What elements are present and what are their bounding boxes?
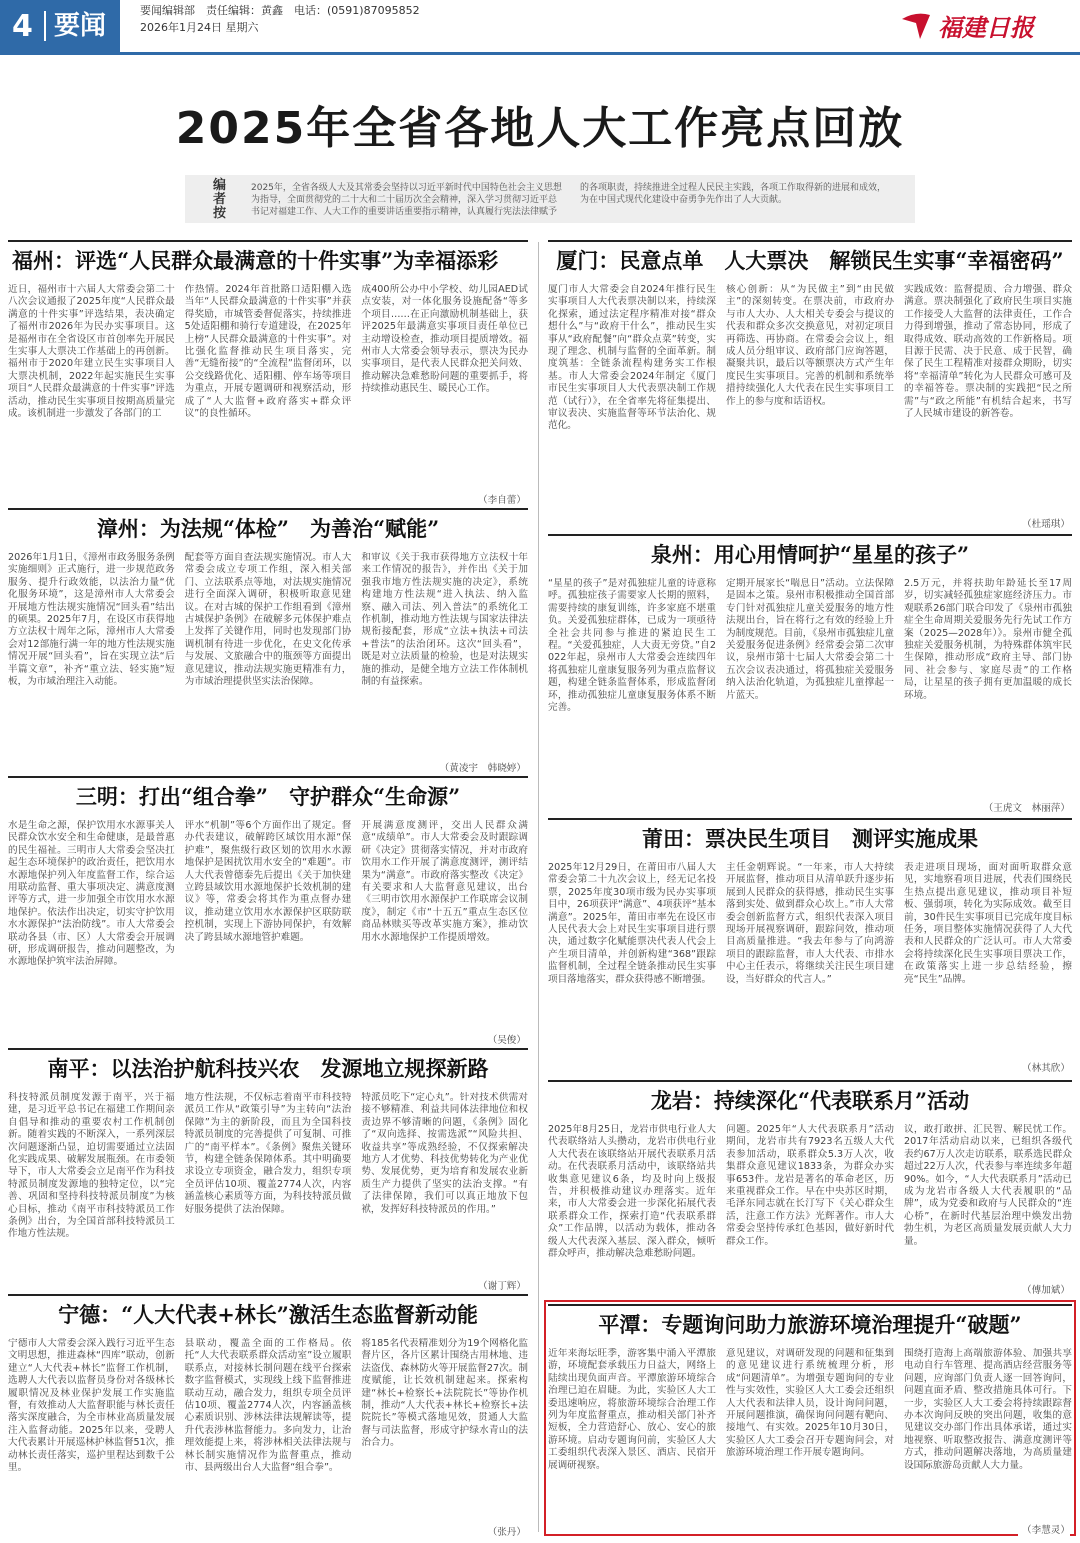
article-byline: （傅加斌） (1018, 1282, 1070, 1296)
article-xiamen (548, 240, 1072, 530)
page-number-block (0, 0, 120, 52)
editor-note (185, 175, 915, 223)
article-fuzhou (8, 240, 529, 506)
page-number: 4 (12, 8, 33, 44)
article-text: 开展满意度测评，交出人民群众满意“成绩单”。市人大常委会及时跟踪调研《决定》贯彻落实情况，并对市政府饮用水工作开展了满意度测评，测评结果为“满意”。市政府落实整改《决定》有关要求和人大监督意见建议，出台《三明市饮用水源保护工作联席会议制度》，制定《市“十五五”重点生态区位商品林赎买等改革实施方案》，推动饮用水水源地保护工作提质增效。 (361, 820, 529, 943)
article-text: 议，敢打敢拼、汇民智、解民忧工作。2017年活动启动以来，已组织各级代表约67万人次走访联系，联系选民群众超过22万人次，代表参与率连续多年超90%。如今，“人大代表联系月”活动已成为龙岩市各级人大代表履职的“品牌”，成为党委和政府与人民群众的“连心桥”，在新时代基层治理中焕发出勃勃生机，为老区高质量发展贡献人大力量。 (904, 1124, 1072, 1247)
logo-text: 福建日报 (938, 12, 1034, 42)
article-byline: （林其欣） (1018, 1060, 1070, 1074)
article-byline: （吴俊） (484, 1032, 526, 1046)
article-text: 和审议《关于我市获得地方立法权十年来工作情况的报告》，并作出《关于加强我市地方性法规实施的决定》，系统构建地方性法规“进入执法、纳入监察、融入司法、列入普法”的系统化工作机制，推动地方性法规与国家法律法规衔接配套，形成“立法+执法+司法+普法”的法治闭环。这次“回头看”，既是对立法质量的检验，也是对法规实施的推动，是健全地方立法工作体制机制的有益探索。 (361, 552, 529, 688)
article-byline: （王虎文 林丽萍） (980, 800, 1070, 814)
article-text: 近日，福州市十六届人大常委会第二十八次会议通报了2025年度“人民群众最满意的十件实事”评选结果，表决确定了福州市2026年为民办实事项目。这是福州市在全省设区市首创率先开展民生实事人大票决工作基础上的再创新。福州市于2020年建立民生实事项目人大票决机制，2022年起实施民生实事项目“人民群众最满意的十件实事”评选活动，推动民生实事项目按期高质量完成。该机制进一步激发了各部门的工 (8, 284, 175, 420)
article-text: 地方性法规，不仅标志着南平市科技特派员工作从“政策引导”为主转向“法治保障”为主的新阶段，而且为全国科技特派员制度的完善提供了可复制、可推广的“南平样本”。《条例》聚焦关键环节，构建全链条保障体系。其中明确要求设立专项资金，融合发力，组织专项全员评估10项、覆盖2774人次，内容涵盖核心素质等方面，为科技特派员做好服务提供了法治保障。 (184, 1092, 352, 1215)
masthead-rule (0, 52, 1080, 55)
logo-swoosh-icon (900, 9, 932, 41)
article-text: 水是生命之源，保护饮用水水源事关人民群众饮水安全和生命健康，是最普惠的民生福祉。三明市人大常委会坚决扛起生态环境保护的政治责任，把饮用水水源地保护列入年度监督工作，综合运用联动监督、重大事项决定、满意度测评等方式，进一步加强全市饮用水水源地保护。依法作出决定，切实守护饮用水水源保护“法治防线”。市人大常委会联动各县（市、区）人大常委会开展调研，形成调研报告，推动问题整改，为水源地保护筑牢法治屏障。 (8, 820, 175, 968)
section-name: 要闻 (44, 11, 106, 41)
article-byline: （谢丁辉） (474, 1278, 526, 1292)
newspaper-logo (900, 4, 1070, 46)
article-text: 表走进项目现场，面对面听取群众意见，实地察看项目进展，代表们围绕民生热点提出意见建议，推动项目补短板、强弱项，转化为实际成效。截至目前，30件民生实事项目已完成年度目标任务，项目整体实施情况获得了人大代表和人民群众的广泛认可。市人大常委会将持续深化民生实事项目票决工作，在政策落实上进一步总结经验，擦亮“民生”品牌。 (904, 862, 1072, 985)
article-byline: （黄凌宇 韩晓婷） (436, 760, 526, 774)
article-text: 评水“机制”等6个方面作出了规定。督办代表建议，破解跨区域饮用水源“保护难”，聚焦级行政区划的饮用水水源地保护是困扰饮用水安全的“难题”。市人大代表曾德泰先后提出《关于加快建立跨县域饮用水源地保护长效机制的建议》等，常委会将其作为重点督办建议，推动建立饮用水水源保护区联防联控机制，实现上下游协同保护，有效解决了跨县域水源地管护难题。 (184, 820, 352, 943)
article-nanping (8, 1048, 529, 1292)
article-text: 2026年1月1日，《漳州市政务服务条例实施细则》正式施行，进一步规范政务服务、提升行政效能，以法治力量“优化服务环境”，这是漳州市人大常委会开展地方性法规实施情况“回头看”结出的硕果。2025年7月，在设区市获得地方立法权十周年之际，漳州市人大常委会对12部施行满一年的地方性法规实施情况开展“回头看”，旨在实现立法“后半篇文章”，补齐“重立法、轻实施”短板，为市域治理注入动能。 (8, 552, 175, 688)
article-title: 厦门：民意点单 人大票决 解锁民生实事“幸福密码” (548, 240, 1072, 280)
article-zhangzhou (8, 508, 529, 774)
article-text: 主任金朝辉说。“一年来，市人大持续开展监督，推动项目从清单跃升逐步拓展到人民群众的获得感，推动民生实事落到实处、做到群众心坎上。”市人大常委会创新监督方式，组织代表深入项目现场开展视察调研，跟踪问效，推动项目高质量推进。“我去年参与了向鸿游项目的跟踪监督，市人大代表、市排水中心主任表示，将继续关注民生项目建设，当好群众的代言人。” (726, 862, 894, 985)
article-title: 三明：打出“组合拳” 守护群众“生命源” (8, 776, 528, 816)
article-text: 成400所公办中小学校、幼儿园AED试点安装，对一体化服务设施配备“等多个项目……在正向激励机制基础上，获评2025年最满意实事项目责任单位已主动增设检查，推动项目提质增效。福州市人大常委会领导表示，票决为民办实事项目，是代表人民群众把关问效、推动解决急难愁盼问题的重要抓手，将持续推动惠民生、暖民心工作。 (361, 284, 529, 395)
article-byline: （张丹） (484, 1524, 526, 1538)
article-byline: （李慧灵） (1018, 1522, 1070, 1536)
article-byline: （李自蕾） (474, 492, 526, 506)
article-text: 2025年8月25日，龙岩市供电行业人大代表联络站人头攒动，龙岩市供电行业人大代表在该联络站开展代表联系月活动。在代表联系月活动中，该联络站共收集意见建议6条，均及时向上级报告，并积极推动建议办理落实。近年来，市人大常委会进一步深化拓展代表联系群众工作，探索打造“代表联系群众”工作品牌，以活动为载体，推动各级人大代表深入基层、深入群众，倾听群众呼声，推动解决急难愁盼问题。 (548, 1124, 716, 1260)
article-putian (548, 818, 1072, 1074)
issue-date: 2026年1月24日 星期六 (140, 21, 259, 34)
article-text: 配套等方面自查法规实施情况。市人大常委会成立专项工作组，深入相关部门、立法联系点等地，对法规实施情况进行全面深入调研，积极听取意见建议。在对古城的保护工作组看到《漳州古城保护条例》在破解多元体保护难点上发挥了关键作用，同时也发现部门协调机制有待进一步优化，在史文化传承与发展、文旅融合中的瓶颈等方面提出意见建议，推动法规实施更精准有力，为市域治理提供坚实法治保障。 (184, 552, 352, 688)
article-title: 南平：以法治护航科技兴农 发源地立规探新路 (8, 1048, 528, 1088)
article-text: 意见建议，对调研发现的问题和征集到的意见建议进行系统梳理分析，形成“问题清单”。为增强专题询问的专业性与实效性，实验区人大工委会还组织人大代表和法律人员，设计询问问题，开展问题推演，确保询问问题有靶向、接地气、有实效。2025年10月30日，实验区人大工委会召开专题询问会，对旅游环境治理工作开展专题询问。 (726, 1348, 894, 1459)
article-title: 泉州：用心用情呵护“星星的孩子” (548, 534, 1072, 574)
article-text: 县联动，覆盖全面的工作格局。依托“人大代表联系群众活动室”设立履职联系点，对接林长制问题在线平台探索数字监督模式，实现线上线下监督推进联动互动，融合发力，组织专项全员评估10项、覆盖2774人次，内容涵盖核心素质识别、涉林法律法规解读等，提升代表涉林监督能力。多向发力，让治理效能提上来，将涉林相关法律法规与林长制实施情况作为监督重点，推动市、县两级出台人大监督“组合拳”。 (184, 1338, 352, 1474)
article-title: 福州：评选“人民群众最满意的十件实事”为幸福添彩 (8, 240, 528, 280)
article-title: 平潭：专题询问助力旅游环境治理提升“破题” (548, 1304, 1072, 1344)
article-text: 近年来海坛旺季，游客集中涌入平潭旅游，环境配套承载压力日益大，网络上陆续出现负面声音。平潭旅游环境综合治理已迫在眉睫。为此，实验区人大工委迅速响应，将旅游环境综合治理工作列为年度监督重点，推动相关部门补齐短板，全力营造舒心、放心、安心的旅游环境。启动专题询问前，实验区人大工委组织代表深入景区、酒店、民宿开展调研视察。 (548, 1348, 716, 1471)
article-text: 问题。2025年“人大代表联系月”活动期间，龙岩市共有7923名五级人大代表参加活动，联系群众5.3万人次，收集群众意见建议1833条，为群众办实事653件。龙岩是著名的革命老区，历来重视群众工作。早在中央苏区时期，毛泽东同志就在长汀写下《关心群众生活，注意工作方法》光辉著作。市人大常委会坚持传承红色基因，做好新时代群众工作。 (726, 1124, 894, 1247)
article-longyan (548, 1080, 1072, 1296)
article-title: 莆田：票决民生项目 测评实施成果 (548, 818, 1072, 858)
page-headline: 2025年全省各地人大工作亮点回放 (175, 103, 905, 154)
editor-note-label: 编者按 (213, 178, 227, 221)
editor-note-text: 2025年，全省各级人大及其常委会坚持以习近平新时代中国特色社会主义思想为指导，全面贯彻党的二十大和二十届历次全会精神，深入学习贯彻习近平总书记对福建工作、人大工作的重要讲话重要指示精神，认真履行宪法法律赋予的各项职责，持续推进全过程人民民主实践，各项工作取得新的进展和成效，为在中国式现代化建设中奋勇争先作出了人大贡献。 (251, 183, 887, 217)
article-text: “星星的孩子”是对孤独症儿童的诗意称呼。孤独症孩子需要家人长期的照料，需要持续的康复训练，许多家庭不堪重负。关爱孤独症群体，已成为一项亟待全社会共同参与推进的紧迫民生工程。“关爱孤独症，人大责无旁贷。”自2022年起，泉州市人大常委会连续四年将孤独症儿童康复服务列为重点监督议题，构建全链条监督体系，形成监督闭环，推动孤独症儿童康复服务体系不断完善。 (548, 578, 716, 714)
editor-info: 要闻编辑部 责任编辑：黄鑫 电话：(0591)87095852 (140, 4, 420, 17)
article-text: 实践成效：监督提质、合力增强、群众满意。票决制强化了政府民生项目实施工作接受人大监督的法律责任，工作合力得到增强，推动了常态协同，形成了取得成效、联动高效的工作新格局。项目源于民需、决于民意、成于民智，确保了民生工程精准对接群众期盼，切实将“幸福清单”转化为人民群众可感可及的幸福答卷。票决制的实践把“民之所需”与“政之所能”有机结合起来，书写了人民城市建设的新答卷。 (904, 284, 1072, 420)
column-divider (538, 242, 539, 1532)
article-ningde (8, 1294, 529, 1538)
article-text: 作热情。2024年首批路口适阳棚入选当年“人民群众最满意的十件实事”并获得奖励，市城管委督促落实，持续推进5处适阳棚和骑行专道建设，在2025年上榜“人民群众最满意的十件实事”。对比强化监督推动民生项目落实，完善“无缝衔接”的“全流程”监督闭环，以公交线路优化、适阳棚、停车场等项目为重点，开展专题调研和视察活动，形成了“人大监督+政府落实+群众评议”的良性循环。 (184, 284, 352, 420)
article-text: 特派员吃下“定心丸”。针对技术供需对接不够精准、利益共同体法律地位和权责边界不够清晰的问题，《条例》固化了“双向选择、按需选派”“风险共担、收益共享”等成熟经验，不仅探索解决地方人才优势、科技优势转化为产业优势、发展优势，更为培育和发展农业新质生产力提供了坚实的法治支撑。“有了法律保障，我们可以真正地放下包袱，发挥好科技特派员的作用。” (361, 1092, 529, 1215)
article-text: 宁德市人大常委会深入践行习近平生态文明思想，推进森林“四库”联动，创新建立“人大代表+林长”监督工作机制，选聘人大代表以监督员身份对各级林长履职情况及林业保护发展工作实施监督，有效推动人大监督职能与林长责任落实深度融合，为全市林业高质量发展注入监督动能。2025年以来，受聘人大代表累计开展巡林护林监督51次，推动林长责任落实，巡护里程达到数千公里。 (8, 1338, 175, 1474)
article-pingtan (548, 1304, 1072, 1536)
article-text: 围绕打造海上高端旅游体验、加强共享电动自行车管理、提高酒店经营服务等问题，应询部门负责人逐一回答询问，问题直面矛盾、整改措施具体可行。下一步，实验区人大工委会将持续跟踪督办本次询问反映的突出问题，收集的意见建议交办部门作出具体承诺，通过实地视察、听取整改报告、满意度测评等方式，推动问题解决落地，为高质量建设国际旅游岛贡献人大力量。 (904, 1348, 1072, 1471)
article-quanzhou (548, 534, 1072, 814)
article-title: 宁德：“人大代表+林长”激活生态监督新动能 (8, 1294, 528, 1334)
article-text: 核心创新：从“为民做主”到“由民做主”的深刻转变。在票决前，市政府办与市人大办、人大相关专委会与提议的代表和群众多次交换意见，对初定项目再筛选、再协商。在常委会会议上，组成人员分组审议、政府部门应询答题，凝聚共识，最后以等额票决方式产生年度民生实事项目。完善的机制和系统举措持续强化人大代表在民生实事项目工作上的参与度和话语权。 (726, 284, 894, 407)
article-text: 科技特派员制度发源于南平，兴于福建，是习近平总书记在福建工作期间亲自倡导和推动的重要农村工作机制创新。随着实践的不断深入，一系列深层次问题逐渐凸显，迫切需要通过立法固化实践成果、破解发展瓶颈。在市委领导下，市人大常委会立足南平作为科技特派员制度发源地的独特定位，以“完善、巩固和坚持科技特派员制度”为核心目标，推动《南平市科技特派员工作条例》出台，为全国首部科技特派员工作地方性法规。 (8, 1092, 175, 1240)
article-text: 定期开展家长“喘息日”活动。立法保障是固本之策。泉州市积极推动全国首部专门针对孤独症儿童关爱服务的地方性法规出台，旨在将行之有效的经验上升为制度规范。目前，《泉州市孤独症儿童关爱服务促进条例》经常委会第二次审议，泉州市第十七届人大常委会第二十五次会议表决通过，将孤独症关爱服务纳入法治化轨道，为孤独症儿童撑起一片蓝天。 (726, 578, 894, 701)
article-text: 将185名代表精准划分为19个网格化监督片区，各片区累计围绕古用林地、违法盗伐、森林防火等开展监督27次。制度赋能，让长效机制建起来。探索构建“林长+检察长+法院院长”等协作机制，推动“人大代表+林长+检察长+法院院长”等模式落地见效，贯通人大监督与司法监督，形成守护绿水青山的法治合力。 (361, 1338, 529, 1449)
article-text: 2025年12月29日，在莆田市八届人大常委会第二十九次会议上，经无记名投票，2025年度30项市级为民办实事项目中，26项获评“满意”、4项获评“基本满意”。2025年，莆田市率先在设区市人民代表大会上对民生实事项目进行票决，通过数字化赋能票决代表人代会上产生项目清单，并创新构建“368”跟踪监督机制，全过程全链条推动民生实事项目落地落实，群众获得感不断增强。 (548, 862, 716, 985)
article-title: 漳州：为法规“体检” 为善治“赋能” (8, 508, 528, 548)
article-sanming (8, 776, 529, 1046)
article-title: 龙岩：持续深化“代表联系月”活动 (548, 1080, 1072, 1120)
article-text: 厦门市人大常委会自2024年推行民生实事项目人大代表票决制以来，持续深化探索，通过法定程序精准对接“群众想什么”与“政府干什么”，推动民生实事从“政府配餐”向“群众点菜”转变，实现了理念、机制与监督的全面革新。制度筑基：全链条流程构建务实工作根基。市人大常委会2024年制定《厦门市民生实事项目人大代表票决制工作规范（试行）》，在全省率先将征集提出、审议表决、实施监督等环节法治化、规范化。 (548, 284, 716, 432)
article-text: 2.5万元，并将扶助年龄延长至17周岁，切实减轻孤独症家庭经济压力。市观联系26部门联合印发了《泉州市孤独症全生命周期关爱服务先行先试工作方案（2025—2028年）》。泉州市健全孤独症关爱服务机制，为特殊群体筑牢民生保障，推动形成“政府主导、部门协同、社会参与、家庭尽责”的工作格局，让星星的孩子拥有更加温暖的成长环境。 (904, 578, 1072, 701)
article-byline: （杜瑶琪） (1018, 516, 1070, 530)
